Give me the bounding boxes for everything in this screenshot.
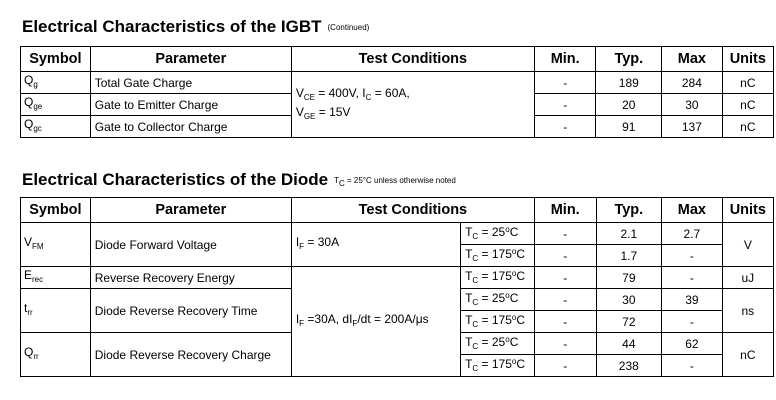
symbol-cell: $Q_{rr}$ <box>21 333 91 377</box>
parameter-cell: Gate to Emitter Charge <box>90 94 291 116</box>
igbt-characteristics-table <box>20 46 774 138</box>
max-cell: 39 <box>662 289 723 311</box>
table-row <box>21 223 774 245</box>
diode-characteristics-table <box>20 197 774 377</box>
header-units: Units <box>722 47 773 72</box>
condition-cell: $I_F = 30A$ <box>291 223 460 267</box>
test-conditions-cell: $V_{CE} = 400V$, $I_C = 60A$, $V_{GE} = 15V$ <box>291 72 534 138</box>
temperature-cell: $T_C = 25^oC$ <box>461 333 535 355</box>
header-test-conditions: Test Conditions <box>291 47 534 72</box>
temperature-cell: $T_C = 175^oC$ <box>461 245 535 267</box>
min-cell: - <box>534 311 596 333</box>
symbol-cell: $E_{rec}$ <box>21 267 91 289</box>
max-cell: 2.7 <box>662 223 723 245</box>
parameter-cell: Diode Reverse Recovery Time <box>90 289 291 333</box>
parameter-cell: Diode Forward Voltage <box>90 223 291 267</box>
units-cell: nC <box>722 94 773 116</box>
table-header-row <box>21 47 774 72</box>
table-row <box>21 72 774 94</box>
header-max: Max <box>662 47 723 72</box>
header-typ: Typ. <box>596 198 662 223</box>
min-cell: - <box>534 116 596 138</box>
typ-cell: 44 <box>596 333 662 355</box>
symbol-cell: $Q_{ge}$ <box>21 94 91 116</box>
igbt-title-text: Electrical Characteristics of the IGBT <box>22 17 322 36</box>
typ-cell: 91 <box>596 116 662 138</box>
typ-cell: 189 <box>596 72 662 94</box>
diode-condition-note: TC = 25°C unless otherwise noted <box>334 176 456 188</box>
temperature-cell: $T_C = 25^oC$ <box>461 289 535 311</box>
typ-cell: 2.1 <box>596 223 662 245</box>
condition-cell: $I_F =30A$, $dI_F/dt = 200A/\mu s$ <box>291 267 460 377</box>
min-cell: - <box>534 333 596 355</box>
max-cell: - <box>662 355 723 377</box>
parameter-cell: Total Gate Charge <box>90 72 291 94</box>
table-row <box>21 267 774 289</box>
diode-title-text: Electrical Characteristics of the Diode <box>22 170 329 189</box>
header-symbol: Symbol <box>21 198 91 223</box>
typ-cell: 79 <box>596 267 662 289</box>
units-cell: nC <box>722 116 773 138</box>
symbol-cell: $V_{FM}$ <box>21 223 91 267</box>
igbt-continued-note: (Continued) <box>327 23 370 32</box>
min-cell: - <box>534 355 596 377</box>
max-cell: 30 <box>662 94 723 116</box>
header-min: Min. <box>534 198 596 223</box>
temperature-cell: $T_C = 175^oC$ <box>461 267 535 289</box>
table-header-row <box>21 198 774 223</box>
max-cell: - <box>662 245 723 267</box>
max-cell: 137 <box>662 116 723 138</box>
max-cell: - <box>662 267 723 289</box>
symbol-cell: $t_{rr}$ <box>21 289 91 333</box>
igbt-section-title <box>22 17 369 37</box>
units-cell: uJ <box>722 267 773 289</box>
min-cell: - <box>534 289 596 311</box>
min-cell: - <box>534 245 596 267</box>
units-cell: nC <box>722 333 773 377</box>
symbol-cell: $Q_g$ <box>21 72 91 94</box>
min-cell: - <box>534 267 596 289</box>
parameter-cell: Gate to Collector Charge <box>90 116 291 138</box>
typ-cell: 20 <box>596 94 662 116</box>
header-test-conditions: Test Conditions <box>291 198 534 223</box>
max-cell: 284 <box>662 72 723 94</box>
temperature-cell: $T_C = 175^oC$ <box>461 355 535 377</box>
typ-cell: 238 <box>596 355 662 377</box>
diode-section-title <box>22 170 456 190</box>
header-units: Units <box>722 198 773 223</box>
parameter-cell: Diode Reverse Recovery Charge <box>90 333 291 377</box>
typ-cell: 72 <box>596 311 662 333</box>
header-parameter: Parameter <box>90 198 291 223</box>
units-cell: nC <box>722 72 773 94</box>
max-cell: 62 <box>662 333 723 355</box>
units-cell: ns <box>722 289 773 333</box>
min-cell: - <box>534 94 596 116</box>
header-parameter: Parameter <box>90 47 291 72</box>
min-cell: - <box>534 72 596 94</box>
header-symbol: Symbol <box>21 47 91 72</box>
parameter-cell: Reverse Recovery Energy <box>90 267 291 289</box>
min-cell: - <box>534 223 596 245</box>
header-typ: Typ. <box>596 47 662 72</box>
header-min: Min. <box>534 47 596 72</box>
typ-cell: 30 <box>596 289 662 311</box>
header-max: Max <box>662 198 723 223</box>
typ-cell: 1.7 <box>596 245 662 267</box>
max-cell: - <box>662 311 723 333</box>
units-cell: V <box>722 223 773 267</box>
temperature-cell: $T_C = 25^oC$ <box>461 223 535 245</box>
symbol-cell: $Q_{gc}$ <box>21 116 91 138</box>
temperature-cell: $T_C = 175^oC$ <box>461 311 535 333</box>
